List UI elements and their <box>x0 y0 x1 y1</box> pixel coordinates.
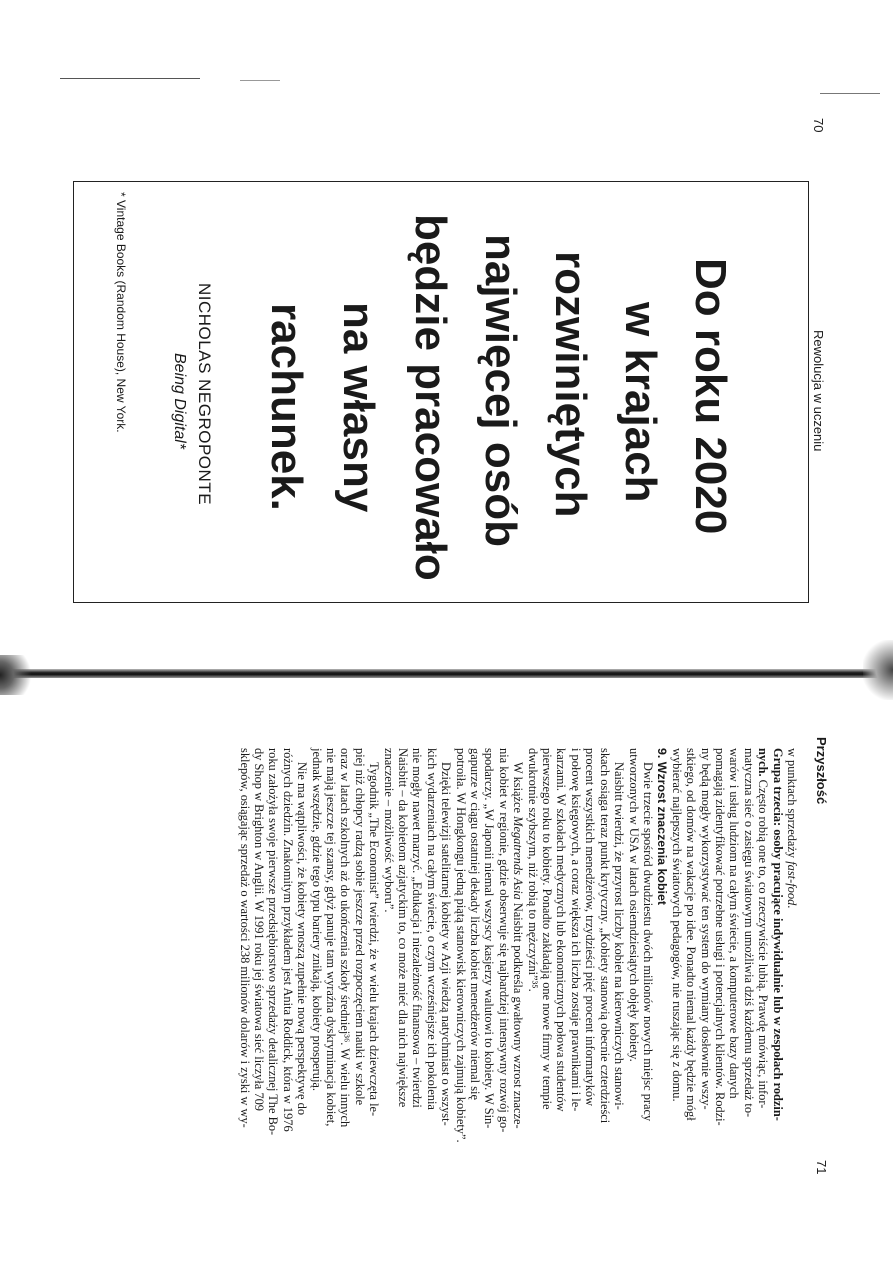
body-text-span: . <box>785 905 799 909</box>
footnote: * Vintage Books (Random House), New York. <box>114 192 128 433</box>
body-text-span: oraz w latach szkolnych aż do ukończenia szkoły średniej³⁶. W wielu innych <box>338 748 353 1128</box>
body-text-span: piej niż chłopcy radzą sobie jeszcze przed rozpoczęciem nauki w szkole <box>352 748 367 1106</box>
body-text-span: gapurze w ciągu ostatniej dekady liczba kobiet menedżerów niemal się <box>468 748 483 1100</box>
body-line <box>511 748 525 1175</box>
body-text-span: wybierać najlepszych światowych pedagogów, nie ruszając się z domu. <box>669 748 684 1102</box>
body-line <box>252 748 266 1175</box>
body-text-span: nie mają jeszcze tej szansy, gdyż panuje tam wyraźna dyskryminacja kobiet, <box>324 748 338 1127</box>
body-text-span: nych. <box>756 748 771 777</box>
body-text-span: dy Shop w Brighton w Anglii. W 1991 roku jej światowa sieć liczyła 709 <box>251 748 266 1111</box>
body-text-span: znaczenie – możliwość wyboru”. <box>381 748 396 913</box>
body-line <box>352 748 366 1175</box>
body-text-span: roku założyła swoje pierwsze przedsiębiorstwo sprzedaży detalicznej The Bo- <box>266 748 281 1136</box>
body-line <box>727 748 741 1175</box>
body-line <box>266 748 280 1175</box>
body-text-span: Dzięki telewizji satelitarnej kobiety w Azji wiedzą natychmiast o wszyst- <box>439 762 454 1126</box>
body-line <box>309 748 323 1175</box>
body-line <box>612 748 626 1175</box>
body-line <box>669 748 683 1175</box>
body-line <box>785 748 799 1175</box>
body-line <box>468 748 482 1175</box>
body-line <box>597 748 611 1175</box>
body-line <box>396 748 410 1175</box>
body-line <box>424 748 438 1175</box>
right-page-body <box>237 748 799 1175</box>
scan-artifact-line <box>240 80 280 81</box>
quote-line-1: Do roku 2020 <box>686 258 735 535</box>
body-text-span: Megatrends Asia <box>511 816 526 900</box>
body-line <box>655 748 669 1175</box>
body-text-span: spodarczy. „W Japonii niemal wszyscy kasjerzy walutowi to kobiety. W Sin- <box>482 748 497 1129</box>
left-page-number: 70 <box>811 118 826 133</box>
scan-artifact-line <box>820 93 880 94</box>
body-text-span: Nie ma wątpliwości, że kobiety wnoszą zupełnie nową perspektywę do <box>295 762 310 1116</box>
body-text-span: Naisbitt podkreśla gwałtowny wzrost znacze- <box>511 899 526 1129</box>
body-line <box>324 748 338 1175</box>
scan-artifact-line <box>60 78 200 79</box>
quote-book-title: Being Digital* <box>171 353 188 450</box>
body-text-span: różnych dziedzin. Znakomitym przykładem jest Anita Roddick, która w 1976 <box>280 748 295 1132</box>
body-line <box>410 748 424 1175</box>
right-page-number: 71 <box>814 1160 829 1175</box>
body-text-span: dwukrotnie szybszym, niż robią to mężczyźni”³⁵. <box>525 748 540 992</box>
quote-line-3: rozwiniętych <box>546 251 595 518</box>
body-line <box>540 748 554 1175</box>
body-text-span: procent wszystkich menedżerów, trzydzieści pięć procent informatyków <box>583 748 598 1107</box>
body-line <box>641 748 655 1175</box>
body-text-span: W książce <box>511 762 526 817</box>
quote-line-7: rachunek. <box>262 303 311 511</box>
left-running-head: Rewolucja w uczeniu <box>811 330 826 452</box>
body-text-span: potroiła. W Hongkongu jedną piątą stanowisk kierowniczych zajmują kobiety”. <box>453 748 468 1143</box>
body-text-span: Tygodnik „The Economist” twierdzi, że w wielu krajach dziewczęta le- <box>367 762 382 1117</box>
quote-author: NICHOLAS NEGROPONTE <box>195 283 214 506</box>
body-text-span: sklepów, osiągając sprzedaż o wartości 238 milionów dolarów i zyski w wy- <box>237 748 252 1128</box>
body-text-span: skach osiąga teraz punkt krytyczny. „Kobiety stanowią obecnie czterdzieści <box>597 748 612 1124</box>
body-text-span: Często robią one to, co rzeczywiście lubią. Prawdę mówiąc, infor- <box>756 776 771 1109</box>
body-line <box>237 748 251 1175</box>
quote-line-6: na własny <box>334 302 383 513</box>
body-text-span: nie mogły nawet marzyć. „Edukacja i niezależność finansowa – twierdzi <box>410 748 425 1108</box>
body-text-span: stkiego, od domów na wakacje po idee. Ponadto niemal każdy będzie mógł <box>684 748 699 1121</box>
body-line <box>525 748 539 1175</box>
body-text-span: Naisbitt – da kobietom azjatyckim to, co może mieć dla nich największe <box>396 748 411 1108</box>
body-text-span: warów i usług ludziom na całym świecie, a komputerowe bazy danych <box>727 748 742 1099</box>
body-line <box>280 748 294 1175</box>
body-line <box>698 748 712 1175</box>
body-text-span: pierwszego roku to kobiety. Ponadto zakładają one nowe firmy w tempie <box>540 748 555 1110</box>
body-line <box>439 748 453 1175</box>
body-line <box>756 748 770 1175</box>
body-text-span: kich wydarzeniach na całym świecie, o czym wcześniejsze ich pokolenia <box>424 748 439 1110</box>
body-text-span: Naisbitt twierdzi, że przyrost liczby kobiet na kierowniczych stanowi- <box>612 762 627 1110</box>
body-line <box>684 748 698 1175</box>
body-text-span: jednak wszędzie, gdzie tego typu bariery znikają, kobiety prosperują. <box>309 748 324 1092</box>
body-text-span: ny będą mogły wykorzystywać ten system do wymiany dosłownie wszy- <box>698 748 713 1110</box>
body-text-span: karzami. W szkołach medycznych lub ekonomicznych połowa studentów <box>554 748 569 1112</box>
fold-shadow-right <box>863 640 893 700</box>
body-text-span: fast-food <box>785 861 799 906</box>
book-fold <box>0 669 893 678</box>
body-text-span: pomagają zidentyfikować potrzebne usługi i potencjalnych klientów. Rodzi- <box>712 748 727 1126</box>
body-line <box>338 748 352 1175</box>
fold-shadow-left <box>0 655 40 695</box>
body-line <box>583 748 597 1175</box>
quote-line-5: będzie pracowało <box>406 214 455 581</box>
body-line <box>381 748 395 1175</box>
body-text-span: Dwie trzecie spośród dwudziestu dwóch milionów nowych miejsc pracy <box>640 762 655 1122</box>
body-line <box>770 748 784 1175</box>
body-text-span: i połowę księgowych, a coraz większa ich liczba zostaje prawnikami i le- <box>568 748 583 1112</box>
body-line <box>453 748 467 1175</box>
body-line <box>496 748 510 1175</box>
section-heading: 9. Wzrost znaczenia kobiet <box>655 748 670 905</box>
body-text-span: matyczna sieć o zasięgu światowym umożliwia dziś każdemu sprzedaż to- <box>741 748 756 1118</box>
body-text-span: Grupa trzecia: osoby pracujące indywidualnie lub w zespołach rodzin- <box>770 748 785 1121</box>
body-text-span: nia kobiet w regionie, gdzie obserwuje się najbardziej intensywny rozwój go- <box>496 748 511 1133</box>
body-line <box>713 748 727 1175</box>
body-text-span: utworzonych w USA w latach osiemdziesiątych objęły kobiety. <box>626 748 641 1062</box>
body-line <box>626 748 640 1175</box>
body-line <box>569 748 583 1175</box>
body-text-span: w punktach sprzedaży <box>785 748 799 862</box>
body-line <box>482 748 496 1175</box>
body-line <box>741 748 755 1175</box>
quote-line-4: najwięcej osób <box>476 234 525 547</box>
body-line <box>367 748 381 1175</box>
right-running-head: Przyszłość <box>814 737 829 805</box>
body-line <box>295 748 309 1175</box>
body-line <box>554 748 568 1175</box>
quote-line-2: w krajach <box>616 302 665 503</box>
